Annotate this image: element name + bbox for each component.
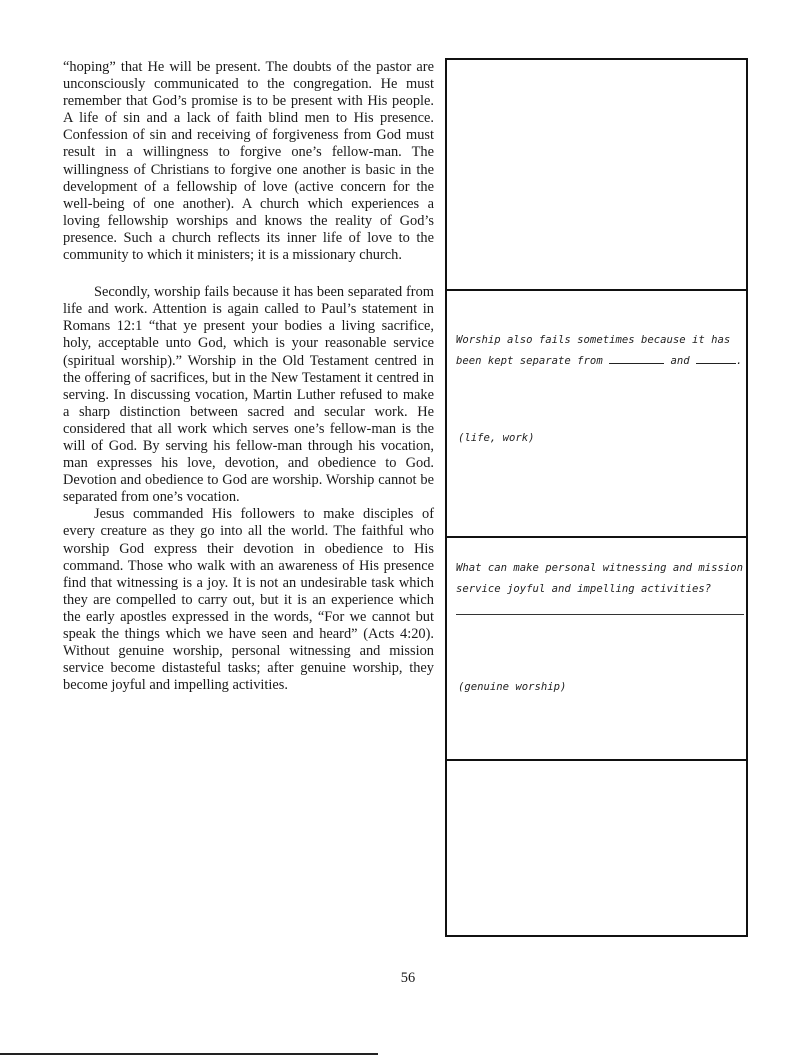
main-text-column	[63, 59, 434, 694]
body-paragraph: “hoping” that He will be present. The doubts of the pastor are unconsciously communicated to the congregation. He must remember that God’s promise is to be present with His people. A life of sin and a lack of faith blind men to His presence. Confession of sin and receiving of forgiveness from God must result in a willingness to forgive one’s fellow-man. The willingness of Christians to forgive one another is basic in the development of a fellowship of love (active concern for the well-being of one another). A church which experiences a loving fellowship worships and knows the reality of God’s presence. Such a church reflects its inner life of love to the community to which it ministers; it is a missionary church.	[63, 59, 434, 264]
answer-blank[interactable]	[696, 353, 736, 364]
answer-2: (genuine worship)	[458, 681, 567, 693]
question-2-line-2: service joyful and impelling activities?	[456, 583, 712, 595]
body-paragraph: Secondly, worship fails because it has been separated from life and work. Attention is again called to Paul’s statement in Romans 12:1 “that ye present your bodies a living sacrifice, holy, acceptable unto God, which is your reasonable service (spiritual worship).” Worship in the Old Testament centred in the offering of sacrifices, but in the New Testament it centred in serving. In discussing vocation, Martin Luther refused to make a sharp distinction between sacred and secular work. He considered that all work which serves one’s fellow-man is the will of God. By serving his fellow-man through his vocation, man expresses his love, devotion, and obedience to God. Devotion and obedience to God are worship. Worship cannot be separated from one’s vocation.	[63, 284, 434, 506]
body-paragraph: Jesus commanded His followers to make disciples of every creature as they go into all the world. The faithful who worship God express their devotion in obedience to His command. Those who walk with an awareness of His presence find that witnessing is a joy. It is not an undesirable task which they are compelled to carry out, but it is an experience which the early apostles expressed in the words, “For we cannot but speak the things which we have seen and heard” (Acts 4:20). Without genuine worship, personal witnessing and mission service become distasteful tasks; after genuine worship, they become joyful and impelling activities.	[63, 506, 434, 694]
answer-1: (life, work)	[458, 432, 535, 444]
question-2-line-1: What can make personal witnessing and mission	[456, 562, 744, 574]
frame-divider	[447, 536, 746, 538]
frame-divider	[447, 289, 746, 291]
question-2	[456, 558, 743, 600]
question-1-line-1: Worship also fails sometimes because it has	[456, 334, 731, 346]
scan-edge-line	[0, 1053, 378, 1055]
answer-line[interactable]	[456, 614, 744, 615]
question-1	[456, 330, 742, 372]
frame-divider	[447, 759, 746, 761]
question-1-line-2	[456, 351, 742, 372]
page-number: 56	[400, 970, 416, 986]
question-1-line-2-start: been kept separate from	[456, 355, 603, 367]
workbook-frame	[445, 58, 748, 937]
question-1-line-2-mid: and	[670, 355, 690, 367]
answer-blank[interactable]	[609, 353, 664, 364]
question-1-line-2-end: .	[736, 355, 743, 367]
